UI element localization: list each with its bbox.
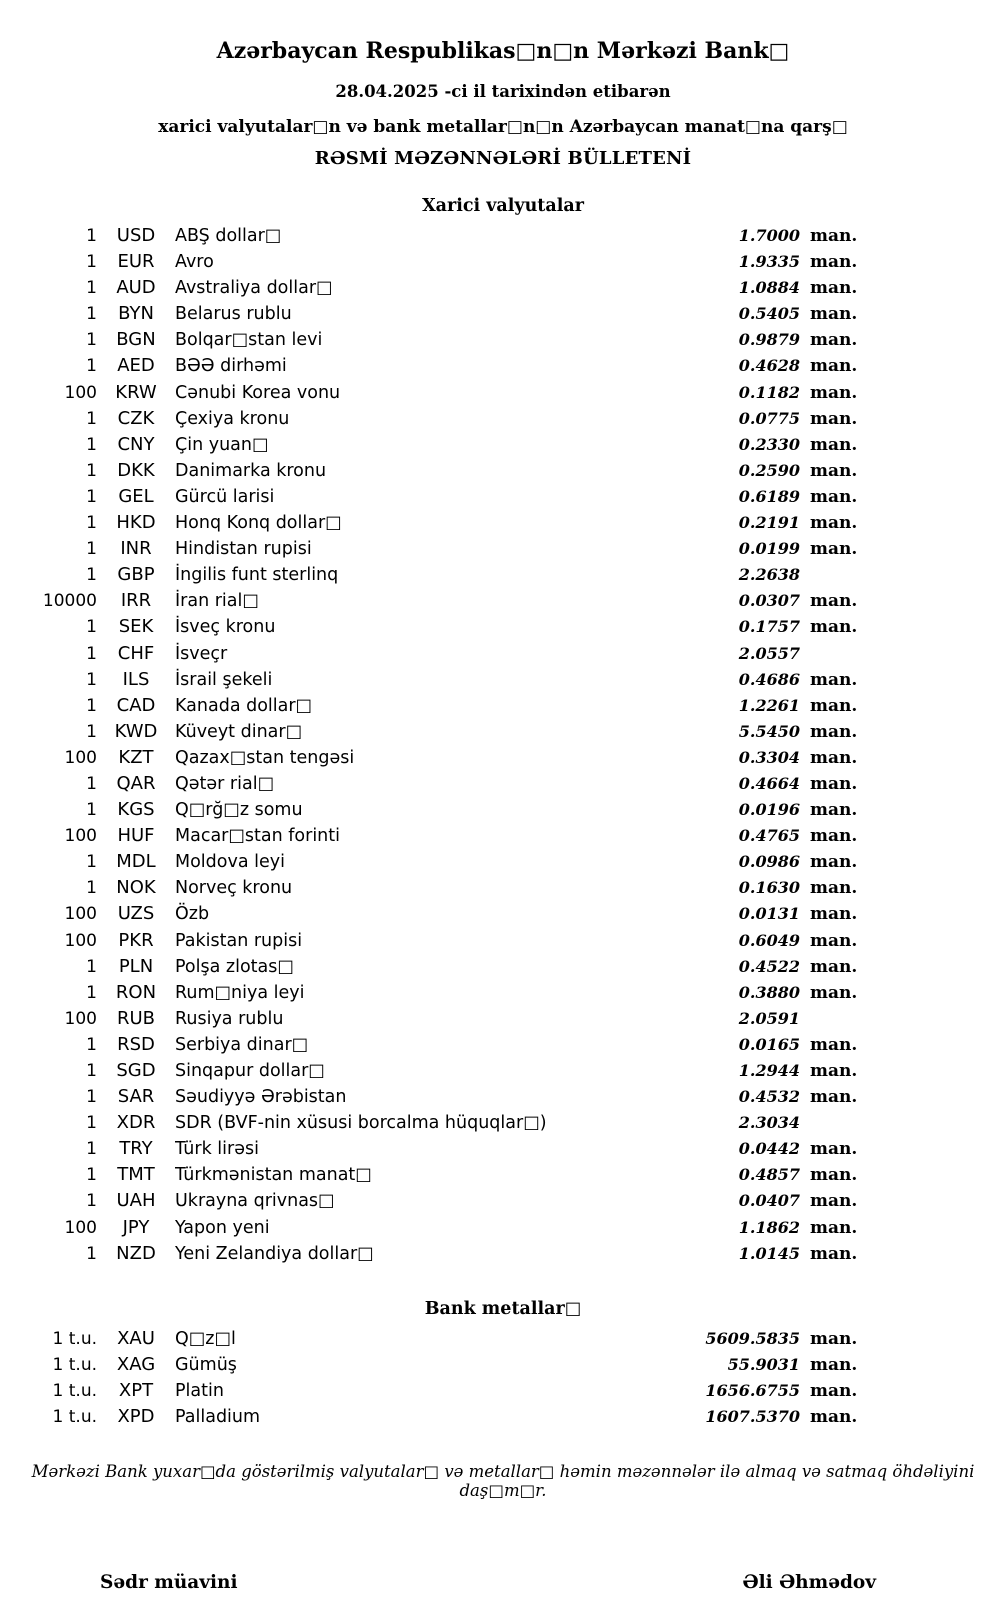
currency-rate-unit: man. <box>810 278 858 299</box>
currency-name: Moldova leyi <box>175 852 285 873</box>
metal-code: XPD <box>117 1406 155 1428</box>
currency-code: INR <box>120 538 152 560</box>
currency-quantity: 100 <box>64 904 97 925</box>
currency-quantity: 1 <box>86 1191 97 1212</box>
currency-rate-value: 0.0196 <box>738 800 800 820</box>
currency-code: UAH <box>116 1190 156 1212</box>
currency-quantity: 1 <box>86 852 97 873</box>
currency-name: Macar□stan forinti <box>175 826 340 847</box>
currency-rate-unit: man. <box>810 695 858 716</box>
currency-row <box>0 928 870 954</box>
currency-rate-unit: man. <box>810 1139 858 1160</box>
currency-row <box>0 1241 870 1267</box>
currency-rate-unit: man. <box>810 878 858 899</box>
currencies-table <box>0 223 870 1267</box>
currency-quantity: 1 <box>86 800 97 821</box>
currency-code: TMT <box>117 1164 155 1186</box>
currency-rate-value: 0.0442 <box>738 1139 800 1159</box>
currency-code: SEK <box>118 616 154 638</box>
currency-quantity: 100 <box>64 1008 97 1029</box>
currency-quantity: 1 <box>86 356 97 377</box>
currency-name: Hindistan rupisi <box>175 539 312 560</box>
currency-rate-value: 0.2191 <box>738 513 800 533</box>
metal-quantity: 1 t.u. <box>52 1380 97 1401</box>
currency-rate-unit: man. <box>810 1165 858 1186</box>
currency-code: GEL <box>118 485 154 507</box>
currency-name: Polşa zlotas□ <box>175 956 294 977</box>
currency-rate-value: 0.0986 <box>738 852 800 872</box>
currency-rate-value: 5.5450 <box>738 721 800 741</box>
effective-date: 28.04.2025 -ci il tarixindən etibarən <box>335 82 671 101</box>
currency-rate-value: 0.3880 <box>738 982 800 1002</box>
currency-rate-value: 0.5405 <box>738 304 800 324</box>
currency-quantity: 1 <box>86 1087 97 1108</box>
currency-code: PLN <box>118 955 154 977</box>
currency-rate-value: 1.7000 <box>738 226 800 245</box>
currency-row <box>0 1136 870 1162</box>
currency-name: Çin yuan□ <box>175 434 269 455</box>
currency-quantity: 1 <box>86 539 97 560</box>
currency-code: KWD <box>114 720 158 742</box>
currency-name: SDR (BVF-nin xüsusi borcalma hüquqlar□) <box>175 1113 547 1134</box>
currency-row <box>0 327 870 353</box>
currency-quantity: 1 <box>86 434 97 455</box>
currency-code: EUR <box>117 251 155 273</box>
currency-row <box>0 1215 870 1241</box>
metal-code: XAG <box>116 1353 156 1375</box>
currency-row <box>0 1188 870 1214</box>
currency-rate-value: 1.1862 <box>738 1217 800 1237</box>
currency-name: BƏƏ dirhəmi <box>175 356 287 377</box>
currency-rate-value: 2.3034 <box>738 1113 800 1133</box>
metal-rate-unit: man. <box>810 1354 858 1375</box>
currency-rate-value: 0.0307 <box>738 591 800 611</box>
currency-row <box>0 223 870 249</box>
currency-quantity: 1 <box>86 982 97 1003</box>
currency-code: DKK <box>117 459 155 481</box>
metal-name: Q□z□l <box>175 1328 236 1349</box>
currency-rate-value: 0.9879 <box>738 330 800 350</box>
currency-row <box>0 849 870 875</box>
currency-row <box>0 458 870 484</box>
currency-name: Çexiya kronu <box>175 408 290 429</box>
currency-rate-unit: man. <box>810 486 858 507</box>
currency-rate-unit: man. <box>810 1034 858 1055</box>
currency-row <box>0 667 870 693</box>
currency-code: QAR <box>116 772 156 794</box>
currency-rate-value: 0.4532 <box>738 1087 800 1107</box>
currency-quantity: 1 <box>86 956 97 977</box>
currency-name: Avstraliya dollar□ <box>175 278 333 299</box>
currency-rate-value: 1.9335 <box>738 252 800 272</box>
currency-name: Serbiya dinar□ <box>175 1034 309 1055</box>
currency-quantity: 1 <box>86 617 97 638</box>
currency-rate-unit: man. <box>810 669 858 690</box>
currency-name: Avro <box>175 252 214 273</box>
bank-title: Azərbaycan Respublikas□n□n Mərkəzi Bank□ <box>216 38 790 64</box>
currency-rate-unit: man. <box>810 904 858 925</box>
currency-quantity: 1 <box>86 278 97 299</box>
currency-rate-unit: man. <box>810 330 858 351</box>
currency-code: GBP <box>117 564 155 586</box>
currency-row <box>0 301 870 327</box>
metals-heading: Bank metallar□ <box>424 1298 582 1319</box>
currency-code: JPY <box>122 1216 150 1238</box>
currency-quantity: 1 <box>86 1034 97 1055</box>
currencies-section <box>0 196 1006 1267</box>
currency-code: XDR <box>116 1112 156 1134</box>
currency-name: Özb <box>175 904 210 925</box>
currency-name: İsveçr <box>175 643 228 664</box>
currency-name: Gürcü larisi <box>175 486 275 507</box>
currency-quantity: 1 <box>86 513 97 534</box>
currency-rate-value: 0.4686 <box>738 669 800 689</box>
currency-code: AUD <box>116 277 156 299</box>
currency-row <box>0 1162 870 1188</box>
currency-code: KRW <box>115 381 157 403</box>
currency-row <box>0 562 870 588</box>
currency-name: Kanada dollar□ <box>175 695 313 716</box>
currency-rate-value: 0.4522 <box>738 956 800 976</box>
currency-code: USD <box>116 225 156 246</box>
currency-quantity: 1 <box>86 773 97 794</box>
currency-rate-value: 2.2638 <box>738 565 800 585</box>
currency-name: Türkmənistan manat□ <box>175 1165 372 1186</box>
currency-code: ILS <box>122 668 150 690</box>
metal-code: XAU <box>117 1327 155 1349</box>
currency-rate-unit: man. <box>810 356 858 377</box>
currency-code: RON <box>115 981 157 1003</box>
currency-quantity: 100 <box>64 826 97 847</box>
currency-rate-unit: man. <box>810 773 858 794</box>
metal-quantity: 1 t.u. <box>52 1407 97 1428</box>
currency-quantity: 100 <box>64 1217 97 1238</box>
currency-rate-unit: man. <box>810 513 858 534</box>
currency-rate-value: 0.3304 <box>738 747 800 767</box>
currency-row <box>0 275 870 301</box>
currency-rate-value: 1.2944 <box>738 1061 800 1080</box>
metal-rate-value: 1656.6755 <box>705 1380 800 1400</box>
currency-row <box>0 380 870 406</box>
currency-rate-unit: man. <box>810 591 858 612</box>
currency-rate-value: 0.6189 <box>738 486 800 506</box>
metals-section <box>0 1299 1006 1430</box>
currency-name: Səudiyyə Ərəbistan <box>175 1087 347 1108</box>
currency-name: Türk lirəsi <box>175 1139 259 1160</box>
currency-rate-value: 0.4664 <box>738 773 800 793</box>
currency-rate-unit: man. <box>810 800 858 821</box>
currency-name: Yeni Zelandiya dollar□ <box>175 1243 374 1264</box>
currency-row <box>0 641 870 667</box>
currency-quantity: 1 <box>86 565 97 586</box>
currency-quantity: 1 <box>86 669 97 690</box>
currency-rate-value: 1.0145 <box>738 1243 800 1263</box>
currency-rate-unit: man. <box>810 382 858 403</box>
currency-rate-unit: man. <box>810 304 858 325</box>
currency-code: UZS <box>117 903 155 925</box>
currency-code: RUB <box>116 1007 156 1029</box>
currency-name: Bolqar□stan levi <box>175 330 323 351</box>
metal-row <box>0 1404 870 1430</box>
currency-rate-value: 0.4628 <box>738 356 800 376</box>
currency-row <box>0 353 870 379</box>
currency-rate-value: 0.4857 <box>738 1165 800 1185</box>
currency-quantity: 1 <box>86 1061 97 1081</box>
metal-quantity: 1 t.u. <box>52 1328 97 1349</box>
currency-quantity: 1 <box>86 1165 97 1186</box>
currency-rate-value: 0.6049 <box>738 930 800 950</box>
currency-rate-unit: man. <box>810 460 858 481</box>
currency-rate-unit: man. <box>810 1191 858 1212</box>
currency-name: Sinqapur dollar□ <box>175 1061 325 1081</box>
currency-name: Q□rğ□z somu <box>175 800 303 821</box>
currency-rate-unit: man. <box>810 826 858 847</box>
currency-code: CNY <box>117 433 155 455</box>
currency-quantity: 100 <box>64 747 97 768</box>
currency-rate-value: 1.0884 <box>738 278 800 298</box>
currency-quantity: 1 <box>86 304 97 325</box>
currency-row <box>0 614 870 640</box>
currency-row <box>0 588 870 614</box>
currency-rate-value: 0.2590 <box>738 460 800 480</box>
currency-row <box>0 719 870 745</box>
currency-quantity: 1 <box>86 695 97 716</box>
currency-rate-unit: man. <box>810 1217 858 1238</box>
currency-row <box>0 980 870 1006</box>
currency-quantity: 1 <box>86 1139 97 1160</box>
currency-name: Qətər rial□ <box>175 773 275 794</box>
currency-rate-value: 0.1182 <box>738 382 800 402</box>
currency-quantity: 1 <box>86 408 97 429</box>
currency-row <box>0 1110 870 1136</box>
metal-rate-value: 5609.5835 <box>705 1328 800 1348</box>
currency-quantity: 1 <box>86 330 97 351</box>
currency-name: Danimarka kronu <box>175 460 327 481</box>
currency-code: PKR <box>118 929 154 951</box>
currency-rate-unit: man. <box>810 226 858 246</box>
currency-quantity: 1 <box>86 643 97 664</box>
currency-rate-value: 0.1630 <box>738 878 800 898</box>
currency-row <box>0 797 870 823</box>
currency-row <box>0 693 870 719</box>
currency-row <box>0 823 870 849</box>
currency-code: RSD <box>117 1033 155 1055</box>
currency-row <box>0 875 870 901</box>
currency-rate-value: 2.0591 <box>738 1008 800 1028</box>
currency-rate-unit: man. <box>810 956 858 977</box>
currency-row <box>0 954 870 980</box>
signature-block <box>0 1572 1006 1593</box>
metal-rate-value: 55.9031 <box>727 1354 800 1374</box>
currency-name: Honq Konq dollar□ <box>175 513 342 534</box>
currency-code: SAR <box>117 1086 155 1108</box>
currency-row <box>0 771 870 797</box>
currency-rate-unit: man. <box>810 408 858 429</box>
metal-row <box>0 1352 870 1378</box>
signature-name: Əli Əhmədov <box>742 1572 876 1594</box>
currency-row <box>0 901 870 927</box>
metal-rate-value: 1607.5370 <box>705 1407 800 1427</box>
currency-name: İran rial□ <box>175 591 259 612</box>
currency-name: Rum□niya leyi <box>175 982 305 1003</box>
currency-row <box>0 406 870 432</box>
currency-row <box>0 510 870 536</box>
currency-code: BYN <box>118 303 154 325</box>
currency-row <box>0 1032 870 1058</box>
currency-code: AED <box>117 355 155 377</box>
currency-name: İsrail şekeli <box>175 669 273 690</box>
currency-name: Ukrayna qrivnas□ <box>175 1191 335 1212</box>
currency-rate-unit: man. <box>810 747 858 768</box>
currency-rate-unit: man. <box>810 982 858 1003</box>
bulletin-title: RƏSMİ MƏZƏNNƏLƏRİ BÜLLETENİ <box>314 148 692 169</box>
currency-row <box>0 1006 870 1032</box>
currency-code: IRR <box>120 590 152 612</box>
currency-row <box>0 249 870 275</box>
currency-name: İsveç kronu <box>175 617 276 638</box>
currency-rate-value: 0.0165 <box>738 1034 800 1054</box>
currency-rate-value: 0.0775 <box>738 408 800 428</box>
currency-name: Rusiya rublu <box>175 1008 284 1029</box>
currency-rate-value: 0.0199 <box>738 539 800 559</box>
metal-rate-unit: man. <box>810 1380 858 1401</box>
currency-quantity: 1 <box>86 252 97 273</box>
currency-code: NOK <box>116 877 156 899</box>
currency-code: TRY <box>119 1138 153 1160</box>
currency-row <box>0 484 870 510</box>
currencies-heading: Xarici valyutalar <box>422 196 584 216</box>
currency-code: SGD <box>116 1060 156 1081</box>
currency-rate-unit: man. <box>810 252 858 273</box>
currency-code: CZK <box>117 407 155 429</box>
currency-rate-unit: man. <box>810 539 858 560</box>
currency-rate-value: 0.0407 <box>738 1191 800 1211</box>
metal-quantity: 1 t.u. <box>52 1354 97 1375</box>
currency-name: Yapon yeni <box>175 1217 270 1238</box>
currency-rate-unit: man. <box>810 1087 858 1108</box>
currency-rate-unit: man. <box>810 1061 858 1081</box>
signature-role: Sədr müavini <box>100 1572 238 1594</box>
currency-quantity: 1 <box>86 486 97 507</box>
currency-quantity: 1 <box>86 1243 97 1264</box>
currency-rate-value: 0.4765 <box>738 826 800 846</box>
metal-name: Gümüş <box>175 1354 237 1375</box>
currency-rate-value: 0.0131 <box>738 904 800 924</box>
currency-quantity: 1 <box>86 721 97 742</box>
currency-quantity: 1 <box>86 226 97 246</box>
disclaimer-text: Mərkəzi Bank yuxar□da göstərilmiş valyutalar□ və metallar□ həmin məzənnələr ilə almaq və satmaq öhdəliyini daş□m□r. <box>31 1462 975 1501</box>
currency-row <box>0 536 870 562</box>
metals-table <box>0 1326 870 1430</box>
currency-name: ABŞ dollar□ <box>175 226 282 246</box>
currency-name: Qazax□stan tengəsi <box>175 747 355 768</box>
metal-rate-unit: man. <box>810 1328 858 1349</box>
bulletin-subtitle: xarici valyutalar□n və bank metallar□n□n Azərbaycan manat□na qarş□ <box>158 117 848 137</box>
currency-rate-unit: man. <box>810 721 858 742</box>
currency-quantity: 100 <box>64 930 97 951</box>
metal-code: XPT <box>118 1379 154 1401</box>
metal-rate-unit: man. <box>810 1407 858 1428</box>
currency-rate-unit: man. <box>810 617 858 638</box>
currency-code: BGN <box>116 329 156 351</box>
currency-name: Norveç kronu <box>175 878 293 899</box>
currency-row <box>0 1084 870 1110</box>
bulletin-header <box>0 38 1006 169</box>
currency-name: Belarus rublu <box>175 304 292 325</box>
currency-row <box>0 745 870 771</box>
metal-row <box>0 1326 870 1352</box>
currency-rate-unit: man. <box>810 434 858 455</box>
currency-code: HKD <box>116 512 156 534</box>
metal-name: Palladium <box>175 1407 261 1428</box>
currency-name: Pakistan rupisi <box>175 930 303 951</box>
currency-code: CAD <box>116 694 156 716</box>
currency-rate-unit: man. <box>810 930 858 951</box>
currency-quantity: 1 <box>86 878 97 899</box>
currency-quantity: 100 <box>64 382 97 403</box>
metal-name: Platin <box>175 1380 224 1401</box>
metal-row <box>0 1378 870 1404</box>
currency-rate-unit: man. <box>810 1243 858 1264</box>
currency-code: MDL <box>116 851 156 873</box>
currency-rate-value: 1.2261 <box>738 695 800 715</box>
currency-code: CHF <box>117 642 155 664</box>
currency-code: KGS <box>117 799 155 821</box>
currency-quantity: 10000 <box>42 591 97 612</box>
currency-name: Küveyt dinar□ <box>175 721 303 742</box>
currency-row <box>0 1058 870 1084</box>
currency-rate-unit: man. <box>810 852 858 873</box>
currency-row <box>0 432 870 458</box>
currency-code: HUF <box>117 825 155 847</box>
currency-rate-value: 2.0557 <box>738 643 800 663</box>
currency-code: KZT <box>118 746 154 768</box>
currency-code: NZD <box>116 1242 156 1264</box>
currency-quantity: 1 <box>86 460 97 481</box>
currency-quantity: 1 <box>86 1113 97 1134</box>
currency-rate-value: 0.1757 <box>738 617 800 637</box>
currency-name: İngilis funt sterlinq <box>175 565 339 586</box>
currency-name: Cənubi Korea vonu <box>175 382 341 403</box>
currency-rate-value: 0.2330 <box>738 434 800 454</box>
